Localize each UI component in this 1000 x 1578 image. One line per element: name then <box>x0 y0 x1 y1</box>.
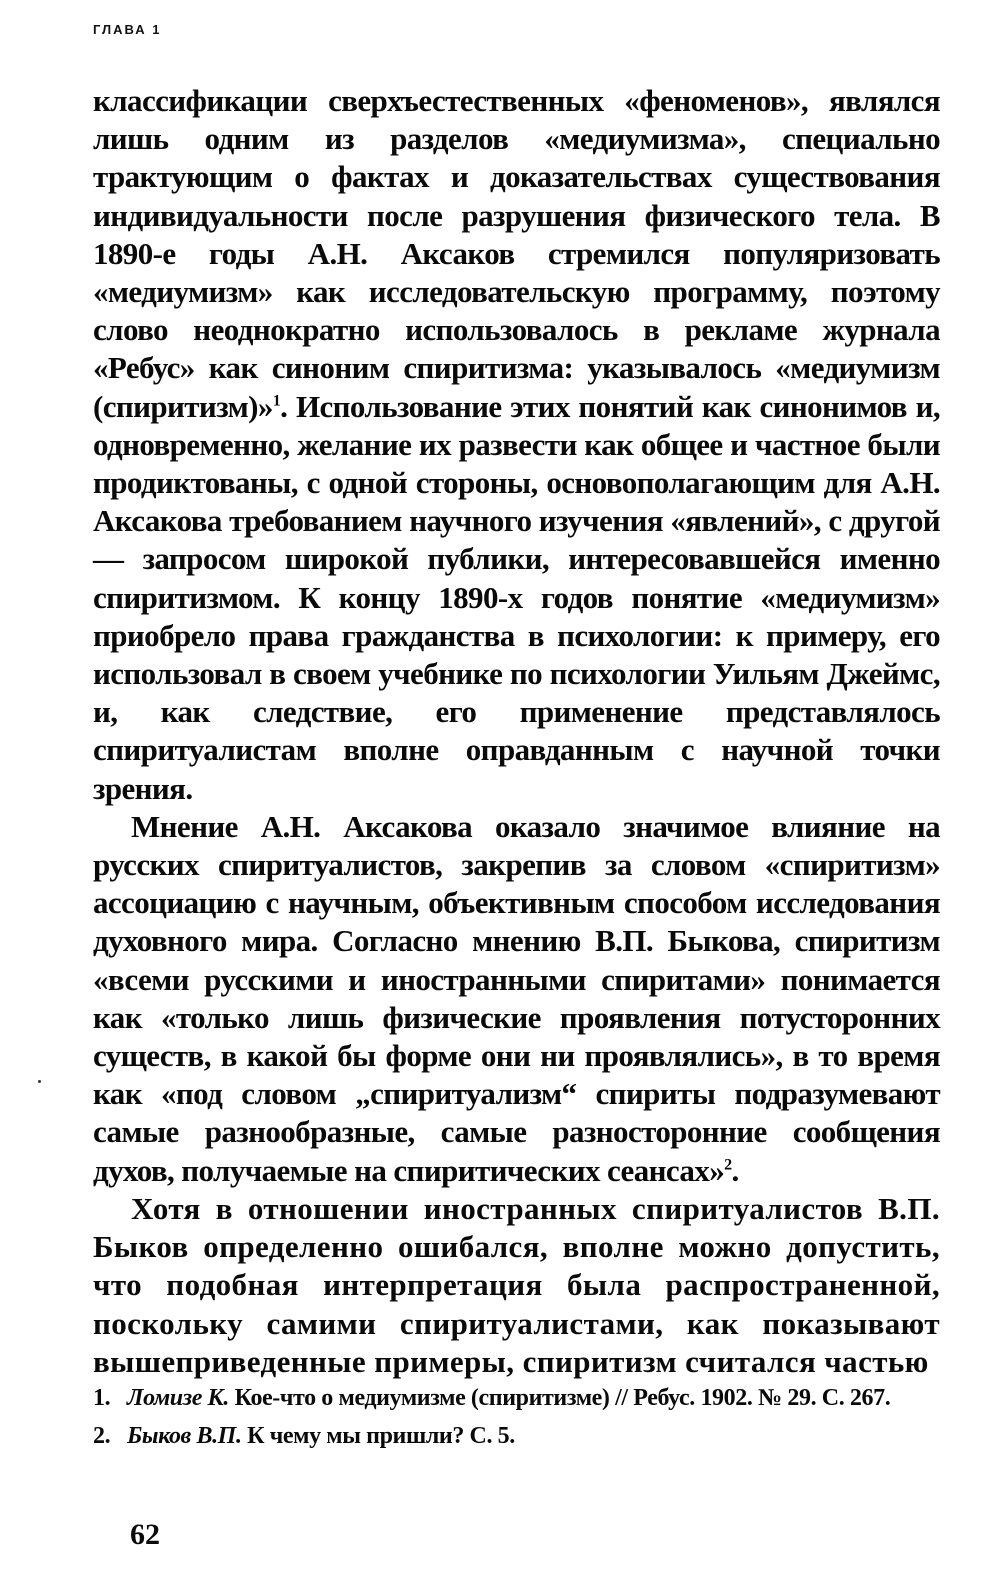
paragraph-3 <box>93 1190 940 1381</box>
paragraph-1 <box>93 82 940 808</box>
running-head: ГЛАВА 1 <box>93 22 162 37</box>
footnotes <box>93 1382 940 1458</box>
footnote-text: Кое-что о медиумизме (спиритизме) // Ребус. 1902. № 29. С. 267. <box>229 1385 891 1411</box>
page-number: 62 <box>130 1518 160 1551</box>
paragraph-2 <box>93 808 940 1190</box>
paragraph-text-continued: . Использование этих понятий как синонимов и, одновременно, желание их развести как общее и частное были продиктованы, с одной стороны, основополагающим для А.Н. Аксакова требованием научного изучения «явлений», с другой — запросом широкой публики, интересовавшейся именно спиритизмом. К концу 1890-х годов понятие «медиумизм» приобрело права гражданства в психологии: к примеру, его использовал в своем учебнике по психологии Уильям Джеймс, и, как следствие, его применение представлялось спиритуалистам вполне оправданным с научной точки зрения. <box>93 388 940 806</box>
footnote-ref-1[interactable]: 1 <box>272 392 281 410</box>
footnote-author: Быков В.П. <box>127 1423 242 1449</box>
scan-speck <box>38 1080 41 1083</box>
paragraph-text: Хотя в отношении иностранных спиритуалистов В.П. Быков определенно ошибался, вполне можно допустить, что подобная интерпретация была распространенной, поскольку самими спиритуалистами, как показывают вышеприведенные примеры, спиритизм считался частью <box>93 1190 940 1379</box>
paragraph-text: классификации сверхъестественных «феноменов», являлся лишь одним из разделов «медиумизма», специально трактующим о фактах и доказательствах существования индивидуальности после разрушения физического тела. В 1890-е годы А.Н. Аксаков стремился популяризовать «медиумизм» как исследовательскую программу, поэтому слово неоднократно использовалось в рекламе журнала «Ребус» как синоним спиритизма: указывалось «медиумизм (спиритизм)» <box>93 83 940 424</box>
paragraph-text: Мнение А.Н. Аксакова оказало значимое влияние на русских спиритуалистов, закрепив за словом «спиритизм» ассоциацию с научным, объективным способом исследования духовного мира. Согласно мнению В.П. Быкова, спиритизм «всеми русскими и иностранными спиритами» понимается как «только лишь физические проявления потусторонних существ, в какой бы форме они ни проявлялись», в то время как «под словом „спиритуализм“ спириты подразумевают самые разнообразные, самые разносторонние сообщения духов, получаемые на спиритических сеансах» <box>93 808 940 1188</box>
footnote-author: Ломизе К. <box>127 1385 230 1411</box>
footnote-ref-2[interactable]: 2 <box>724 1156 732 1174</box>
footnote-number: 1. <box>93 1385 111 1411</box>
footnote-text: К чему мы пришли? С. 5. <box>241 1423 515 1449</box>
footnote-number: 2. <box>93 1423 111 1449</box>
footnote-1 <box>93 1382 940 1414</box>
body-text <box>93 82 940 1381</box>
paragraph-text-continued: . <box>731 1152 739 1188</box>
footnote-2 <box>93 1420 940 1452</box>
